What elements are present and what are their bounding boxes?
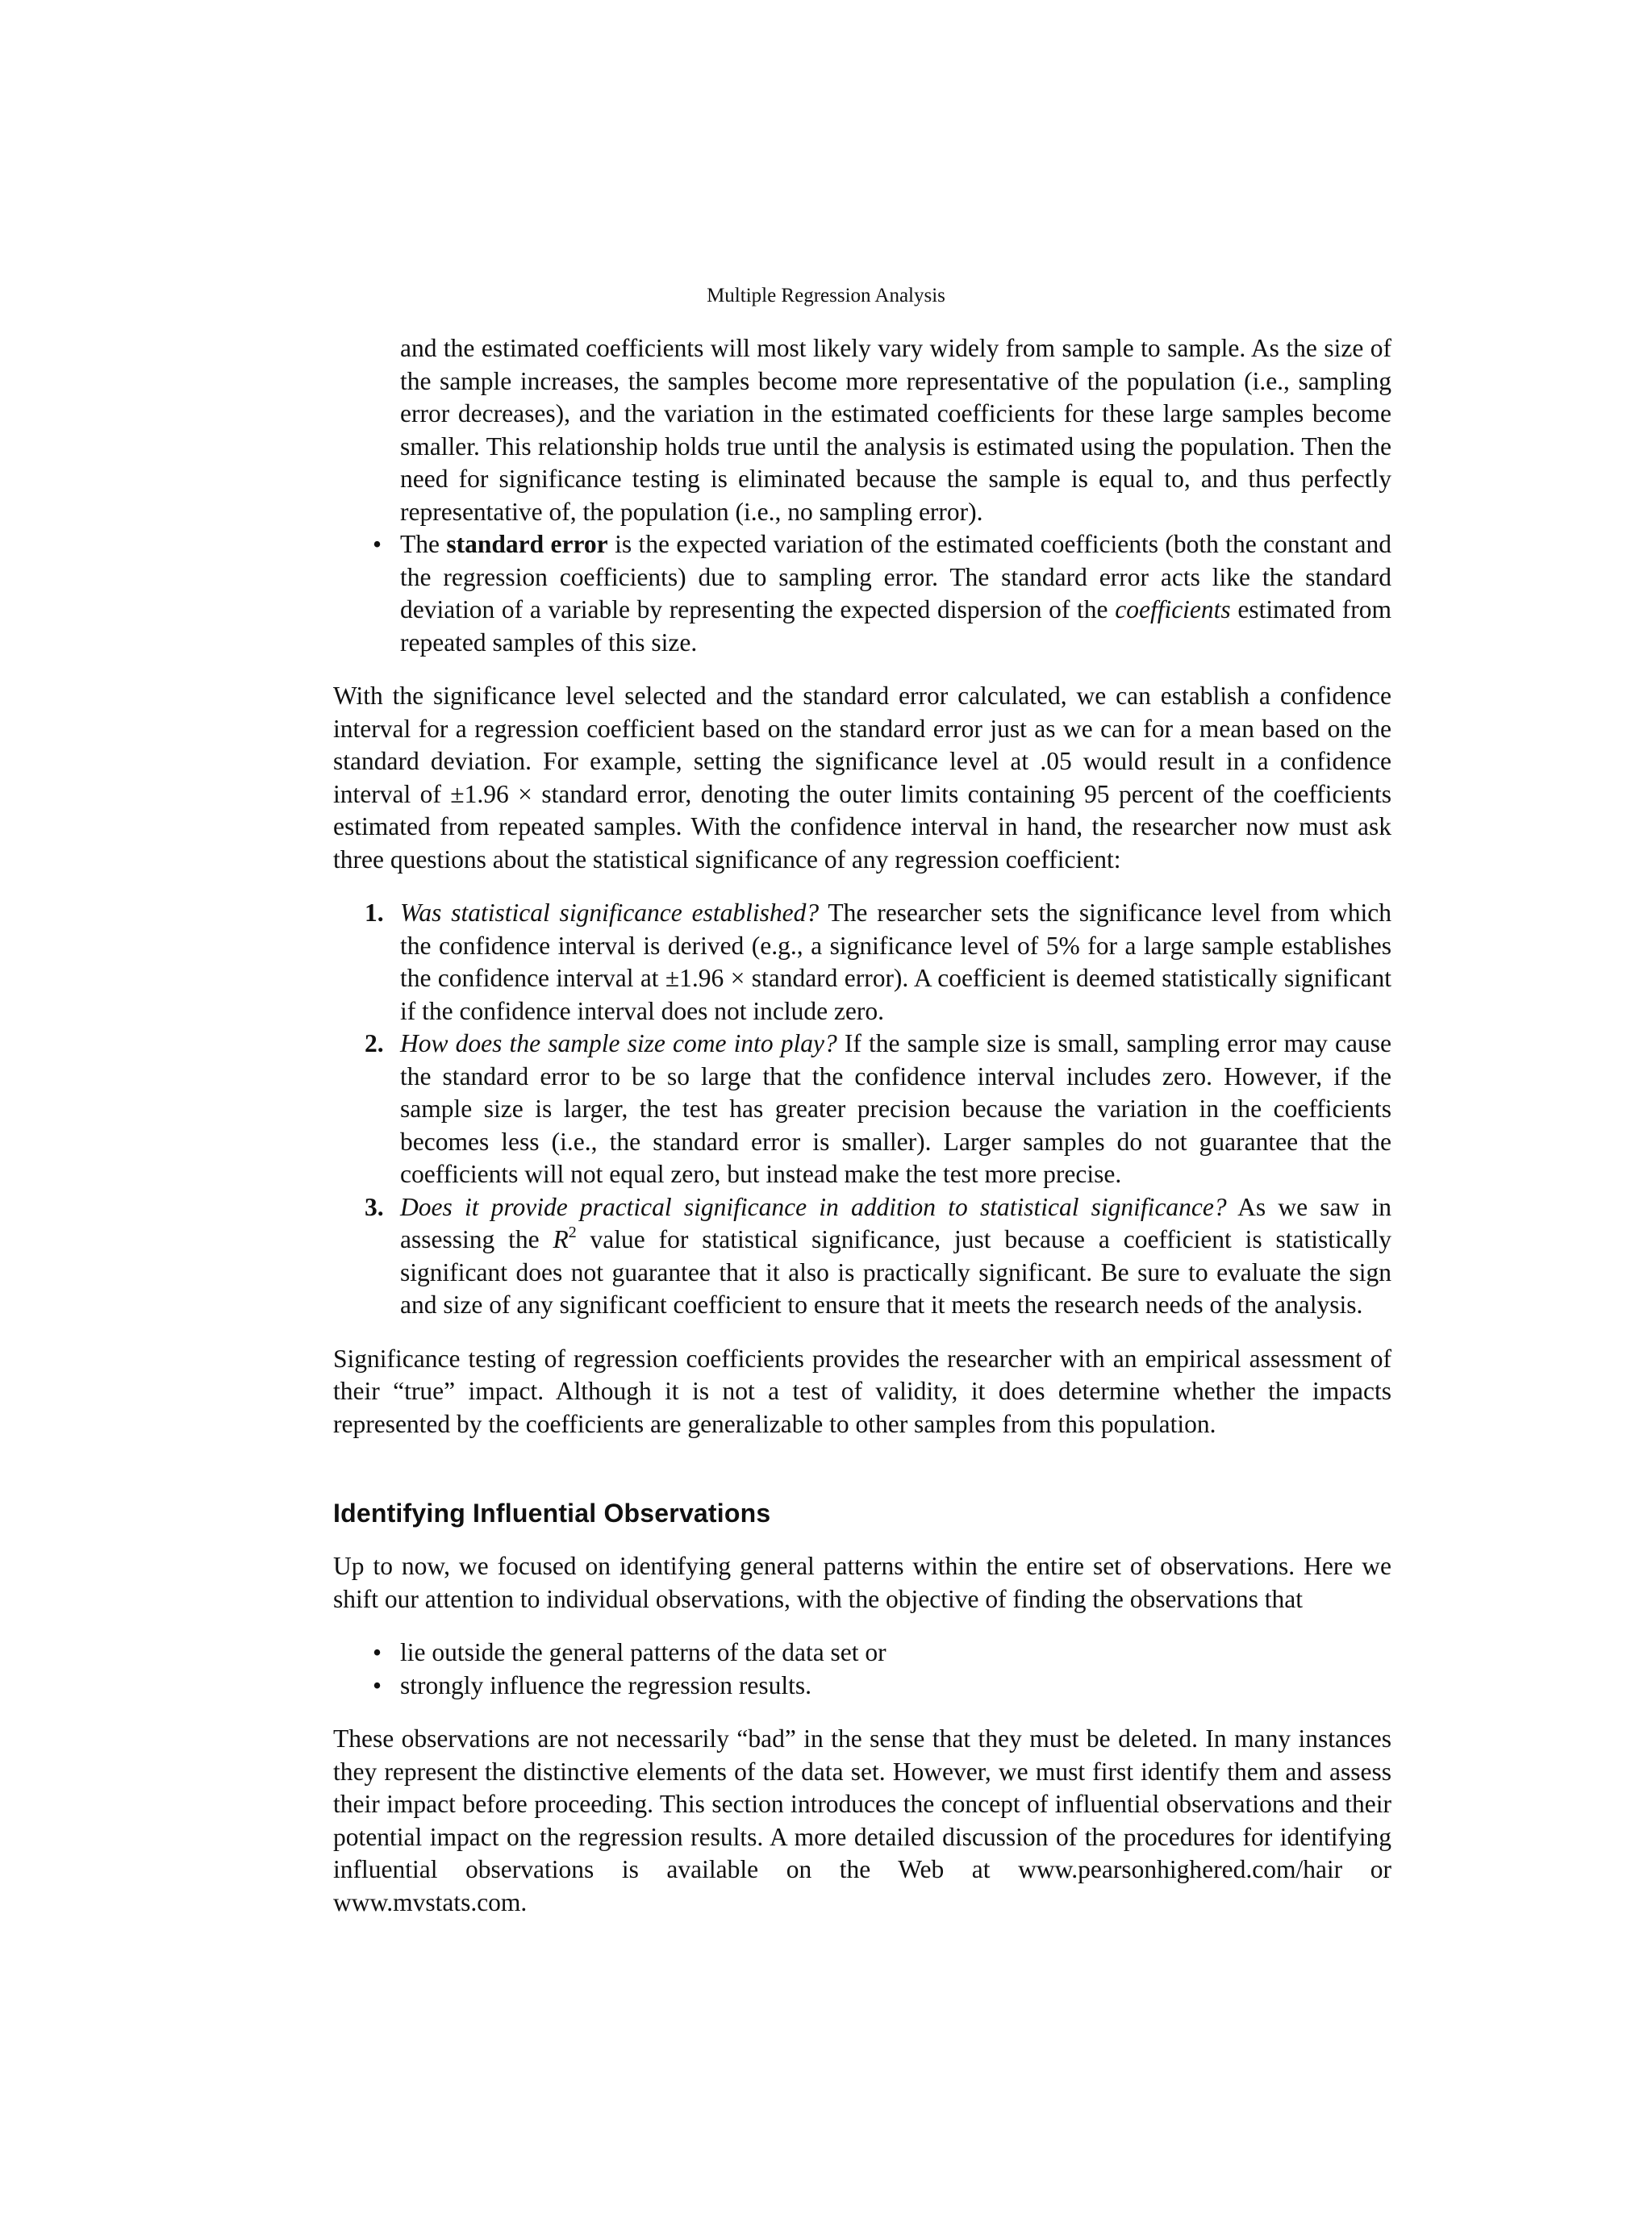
r-squared-symbol: R — [553, 1225, 569, 1253]
not-bad-paragraph: These observations are not necessarily “bad” in the sense that they must be deleted. In many instances they represent the distinctive elements of the data set. However, we must first identify them and assess their impact before proceeding. This section introduces the concept of influential observations and their potential impact on the regression results. A more detailed discussion of the procedures for identifying influential observations is available on the Web at www.pearsonhighered.com/hair or www.mvstats.com. — [333, 1724, 1391, 1916]
question-title: Was statistical significance established? — [400, 899, 820, 927]
question-text: The researcher sets the significance level from which the confidence interval is derived (e.g., a significance level of 5% for a large sample establishes the confidence interval at ±1.96 × standard error). A coefficient is deemed statistically significant if the confidence interval does not include zero. — [400, 899, 1391, 1025]
bullet-item — [373, 1637, 1391, 1670]
question-title: Does it provide practical significance in addition to statistical significance? — [400, 1192, 1227, 1221]
bullet-standard-error — [373, 528, 1391, 659]
question-number: 2. — [365, 1029, 384, 1057]
question-item — [365, 1028, 1391, 1191]
bullet-text: strongly influence the regression results. — [400, 1670, 811, 1699]
bullet-prefix: The — [400, 530, 447, 558]
emphasis-coefficients: coefficients — [1115, 595, 1231, 623]
question-item — [365, 1191, 1392, 1322]
running-head: Multiple Regression Analysis — [707, 285, 945, 306]
bullet-middle: is the expected variation of the estimated coefficients (both the constant and the regression coefficients) due to sampling error. The standard error acts like the standard deviation of a variable by representing the expected dispersion of the — [400, 530, 1391, 623]
bullet-icon: • — [373, 1638, 382, 1666]
question-text: As we saw in assessing the — [400, 1192, 1391, 1253]
bullet-icon: • — [373, 530, 382, 558]
page-body — [333, 332, 1391, 1919]
standard-error-bullet-list — [333, 528, 1391, 659]
influential-bullet-list — [333, 1637, 1391, 1702]
continued-paragraph: and the estimated coefficients will most likely vary widely from sample to sample. As the size of the sample increases, the samples become more representative of the population (i.e., sampling error decreases), and the variation in the estimated coefficients for these large samples become smaller. This relationship holds true until the analysis is estimated using the population. Then the need for significance testing is eliminated because the sample is equal to, and thus perfectly representative of, the population (i.e., no sampling error). — [400, 334, 1391, 526]
question-title: How does the sample size come into play? — [400, 1029, 837, 1057]
question-text-continued: value for statistical significance, just because a coefficient is statistically significant does not guarantee that it also is practically significant. Be sure to evaluate the sign and size of any significant coefficient to ensure that it meets the research needs of the analysis. — [400, 1225, 1392, 1319]
up-to-now-paragraph: Up to now, we focused on identifying general patterns within the entire set of observations. Here we shift our attention to individual observations, with the objective of finding the observations that — [333, 1552, 1391, 1613]
term-standard-error: standard error — [446, 530, 608, 558]
significance-questions-list — [333, 897, 1391, 1322]
bullet-text: lie outside the general patterns of the data set or — [400, 1638, 886, 1666]
bullet-suffix: estimated from repeated samples of this size. — [400, 595, 1391, 657]
question-number: 1. — [365, 899, 384, 927]
significance-testing-paragraph: Significance testing of regression coefficients provides the researcher with an empirical assessment of their “true” impact. Although it is not a test of validity, it does determine whether the impacts represented by the coefficients are generalizable to other samples from this population. — [333, 1344, 1391, 1438]
r-squared-superscript: 2 — [568, 1223, 577, 1241]
question-number: 3. — [365, 1192, 384, 1221]
section-heading: Identifying Influential Observations — [333, 1499, 771, 1528]
bullet-item — [373, 1670, 1391, 1703]
bullet-icon: • — [373, 1670, 382, 1699]
question-text: If the sample size is small, sampling error may cause the standard error to be so large that the confidence interval includes zero. However, if the sample size is larger, the test has greater precision because the variation in the coefficients becomes less (i.e., the standard error is smaller). Larger samples do not guarantee that the coefficients will not equal zero, but instead make the test more precise. — [400, 1029, 1391, 1188]
question-item — [365, 897, 1391, 1028]
confidence-interval-paragraph: With the significance level selected and the standard error calculated, we can establish a confidence interval for a regression coefficient based on the standard error just as we can for a mean based on the standard deviation. For example, setting the significance level at .05 would result in a confidence interval of ±1.96 × standard error, denoting the outer limits containing 95 percent of the coefficients estimated from repeated samples. With the confidence interval in hand, the researcher now must ask three questions about the statistical significance of any regression coefficient: — [333, 682, 1391, 874]
